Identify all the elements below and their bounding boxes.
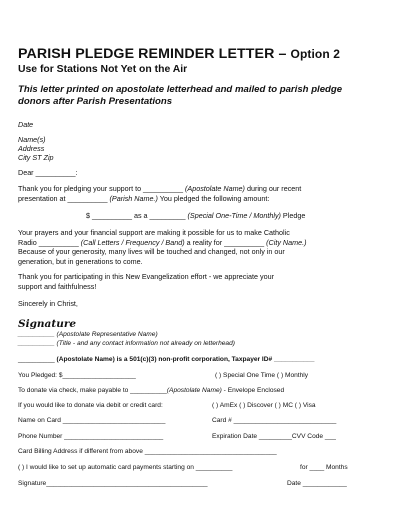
title-option: Option 2	[290, 47, 340, 61]
pledge-amount-line: $ __________ as a _________ (Special One-Time / Monthly) Pledge	[86, 211, 306, 220]
signature-field[interactable]: Signature____________________________________________	[18, 480, 208, 487]
address-street: Address	[18, 144, 45, 153]
date-line: Date	[18, 120, 34, 129]
paragraph-closing: Thank you for participating in this New Evangelization effort - we appreciate your support and faithfulness!	[18, 272, 274, 291]
date-field[interactable]: Date ____________	[287, 480, 347, 487]
check-payable-row: To donate via check, make payable to __________(Apostolate Name) - Envelope Enclosed	[18, 387, 285, 394]
card-donation-label: If you would like to donate via debit or credit card:	[18, 402, 163, 409]
name-on-card-field[interactable]: Name on Card ____________________________	[18, 417, 166, 424]
card-type-options[interactable]: ( ) AmEx ( ) Discover ( ) MC ( ) Visa	[212, 402, 316, 409]
representative-title-line: __________ (Title - and any contact information not already on letterhead)	[18, 340, 235, 347]
phone-number-field[interactable]: Phone Number ___________________________	[18, 433, 164, 440]
page-title: PARISH PLEDGE REMINDER LETTER – Option 2	[18, 46, 340, 62]
salutation: Dear __________:	[18, 168, 78, 177]
tax-id-row: __________ (Apostolate Name) is a 501(c)(3) non-profit corporation, Taxpayer ID# ___________	[18, 356, 315, 363]
closing-line: Sincerely in Christ,	[18, 299, 78, 308]
intro-text: This letter printed on apostolate letterhead and mailed to parish pledge donors after Parish Presentations	[18, 84, 343, 108]
billing-address-field[interactable]: Card Billing Address if different from above ____________________________________	[18, 448, 277, 455]
expiration-cvv-field[interactable]: Expiration Date _________CVV Code ___	[212, 433, 336, 440]
pledged-amount-field[interactable]: You Pledged: $____________________	[18, 372, 136, 379]
paragraph-support: Your prayers and your financial support are making it possible for us to make Catholic Radio __________ (Call Letters / Frequency / Band) a reality for __________ (City Name.) Because of your generosity, many lives will be touched and changed, not only in our generation, but in generations to come.	[18, 228, 307, 266]
address-city: City ST Zip	[18, 153, 54, 162]
address-name: Name(s)	[18, 135, 46, 144]
pledge-frequency-options[interactable]: ( ) Special One Time ( ) Monthly	[215, 372, 309, 379]
page-subtitle: Use for Stations Not Yet on the Air	[18, 64, 188, 75]
representative-name-line: __________ (Apostolate Representative Name)	[18, 331, 158, 338]
months-field[interactable]: for ____ Months	[300, 464, 348, 471]
paragraph-thank-you: Thank you for pledging your support to __________ (Apostolate Name) during our recent presentation at __________ (Parish Name.) You pledged the following amount:	[18, 184, 302, 203]
card-number-field[interactable]: Card # ____________________________	[212, 417, 337, 424]
signature-script: Signature	[18, 318, 77, 330]
automatic-payments-option[interactable]: ( ) I would like to set up automatic card payments starting on __________	[18, 464, 233, 471]
